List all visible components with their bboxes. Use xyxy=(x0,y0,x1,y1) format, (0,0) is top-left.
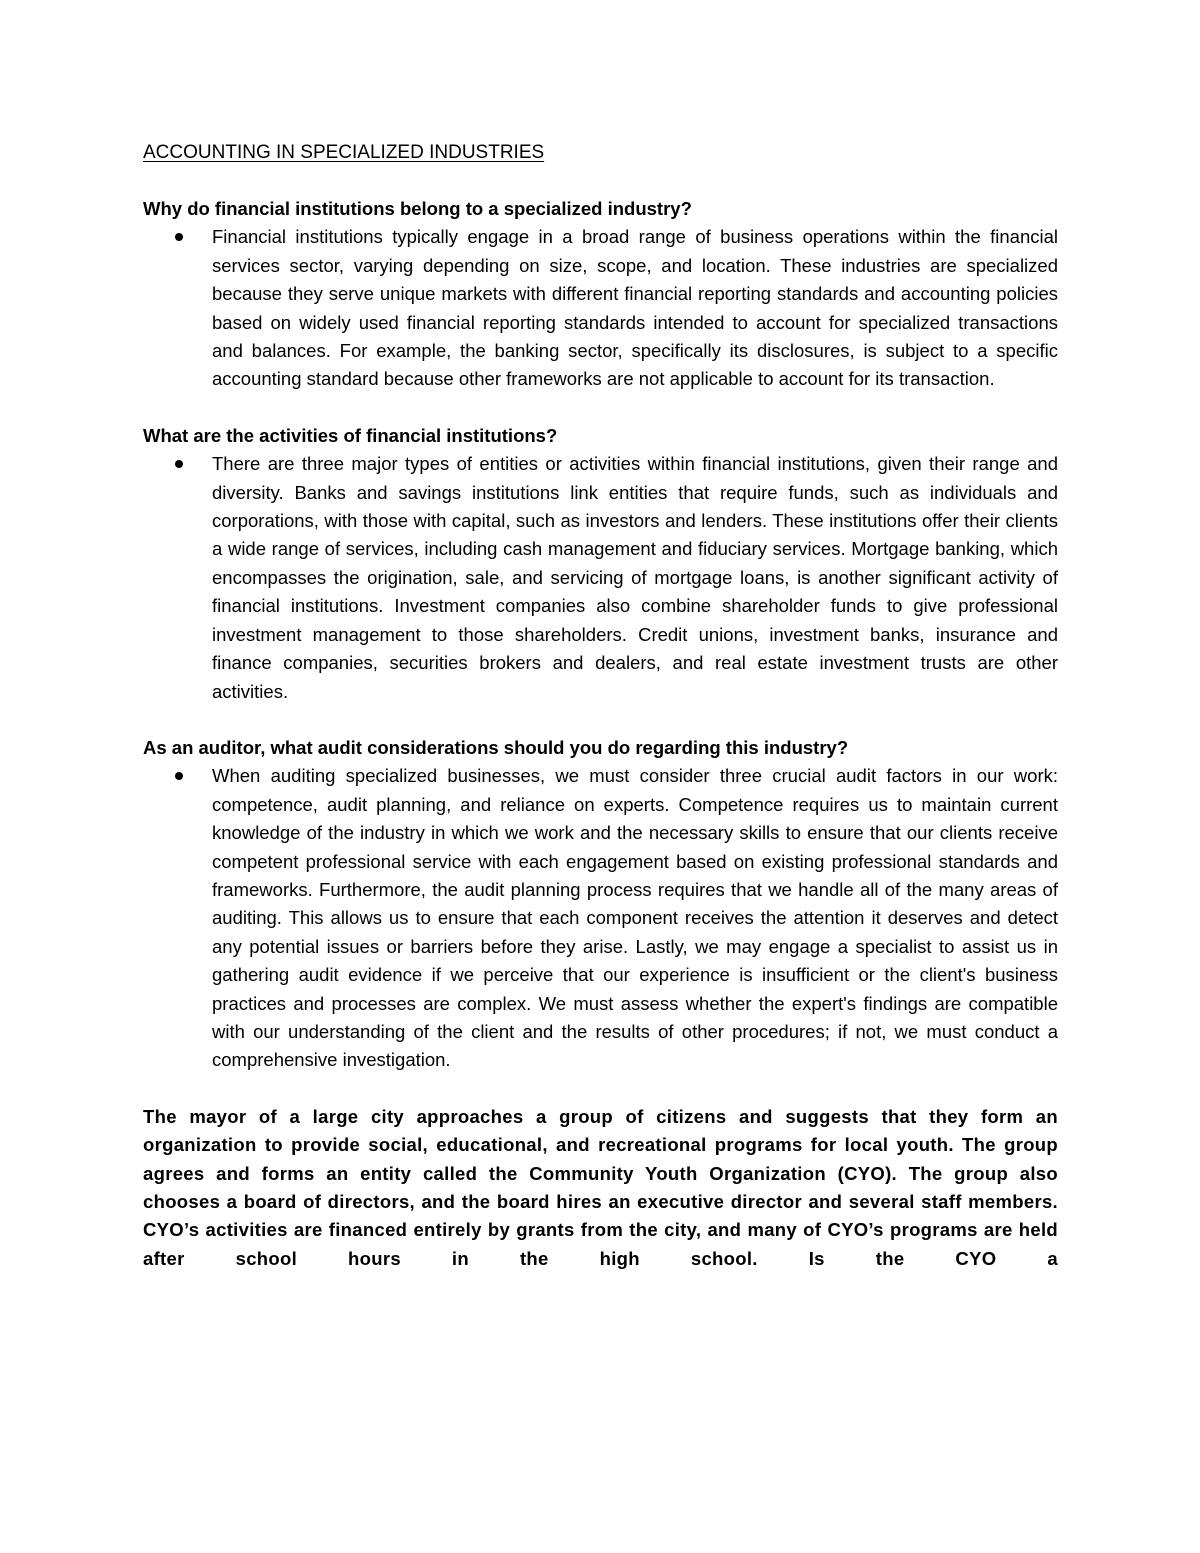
document-title: ACCOUNTING IN SPECIALIZED INDUSTRIES xyxy=(143,142,545,163)
document-page xyxy=(143,139,1058,1273)
qa-section-activities xyxy=(143,422,1058,706)
answer-item xyxy=(212,223,1058,393)
case-study-paragraph: The mayor of a large city approaches a group of citizens and suggests that they form an organization to provide social, educational, and recreational programs for local youth. The group agrees and forms an entity called the Community Youth Organization (CYO). The group also chooses a board of directors, and the board hires an executive director and several staff members. CYO’s activities are financed entirely by grants from the city, and many of CYO’s programs are held after school hours in the high school. Is the CYO a xyxy=(143,1105,1058,1269)
bullet-icon xyxy=(175,233,183,241)
bullet-icon xyxy=(175,460,183,468)
answer-text: There are three major types of entities or activities within financial institutions, given their range and diversity. Banks and savings institutions link entities that require funds, such as individuals and corporations, with those with capital, such as investors and lenders. These institutions offer their clients a wide range of services, including cash management and fiduciary services. Mortgage banking, which encompasses the origination, sale, and servicing of mortgage loans, is another significant activity of financial institutions. Investment companies also combine shareholder funds to give professional investment management to those shareholders. Credit unions, investment banks, insurance and finance companies, securities brokers and dealers, and real estate investment trusts are other activities. xyxy=(212,453,1058,702)
answer-text: When auditing specialized businesses, we must consider three crucial audit factors in our work: competence, audit planning, and reliance on experts. Competence requires us to maintain current knowledge of the industry in which we work and the necessary skills to ensure that our clients receive competent professional service with each engagement based on existing professional standards and frameworks. Furthermore, the audit planning process requires that we handle all of the many areas of auditing. This allows us to ensure that each component receives the attention it deserves and detect any potential issues or barriers before they arise. Lastly, we may engage a specialist to assist us in gathering audit evidence if we perceive that our experience is insufficient or the client's business practices and processes are complex. We must assess whether the expert's findings are compatible with our understanding of the client and the results of other procedures; if not, we must conduct a comprehensive investigation. xyxy=(212,765,1058,1071)
qa-section-audit-considerations xyxy=(143,734,1058,1075)
answer-item xyxy=(212,450,1058,706)
question-heading: What are the activities of financial institutions? xyxy=(143,424,558,446)
bullet-icon xyxy=(175,772,183,780)
answer-item xyxy=(212,762,1058,1074)
question-heading: As an auditor, what audit considerations should you do regarding this industry? xyxy=(143,736,849,758)
answer-list xyxy=(143,762,1058,1074)
question-heading: Why do financial institutions belong to a specialized industry? xyxy=(143,198,692,219)
qa-section-financial-institutions xyxy=(143,195,1058,394)
answer-list xyxy=(143,450,1058,706)
answer-text: Financial institutions typically engage in a broad range of business operations within the financial services sector, varying depending on size, scope, and location. These industries are specialized because they serve unique markets with different financial reporting standards and accounting policies based on widely used financial reporting standards intended to account for specialized transactions and balances. For example, the banking sector, specifically its disclosures, is subject to a specific accounting standard because other frameworks are not applicable to account for its transaction. xyxy=(212,226,1058,390)
answer-list xyxy=(143,223,1058,393)
